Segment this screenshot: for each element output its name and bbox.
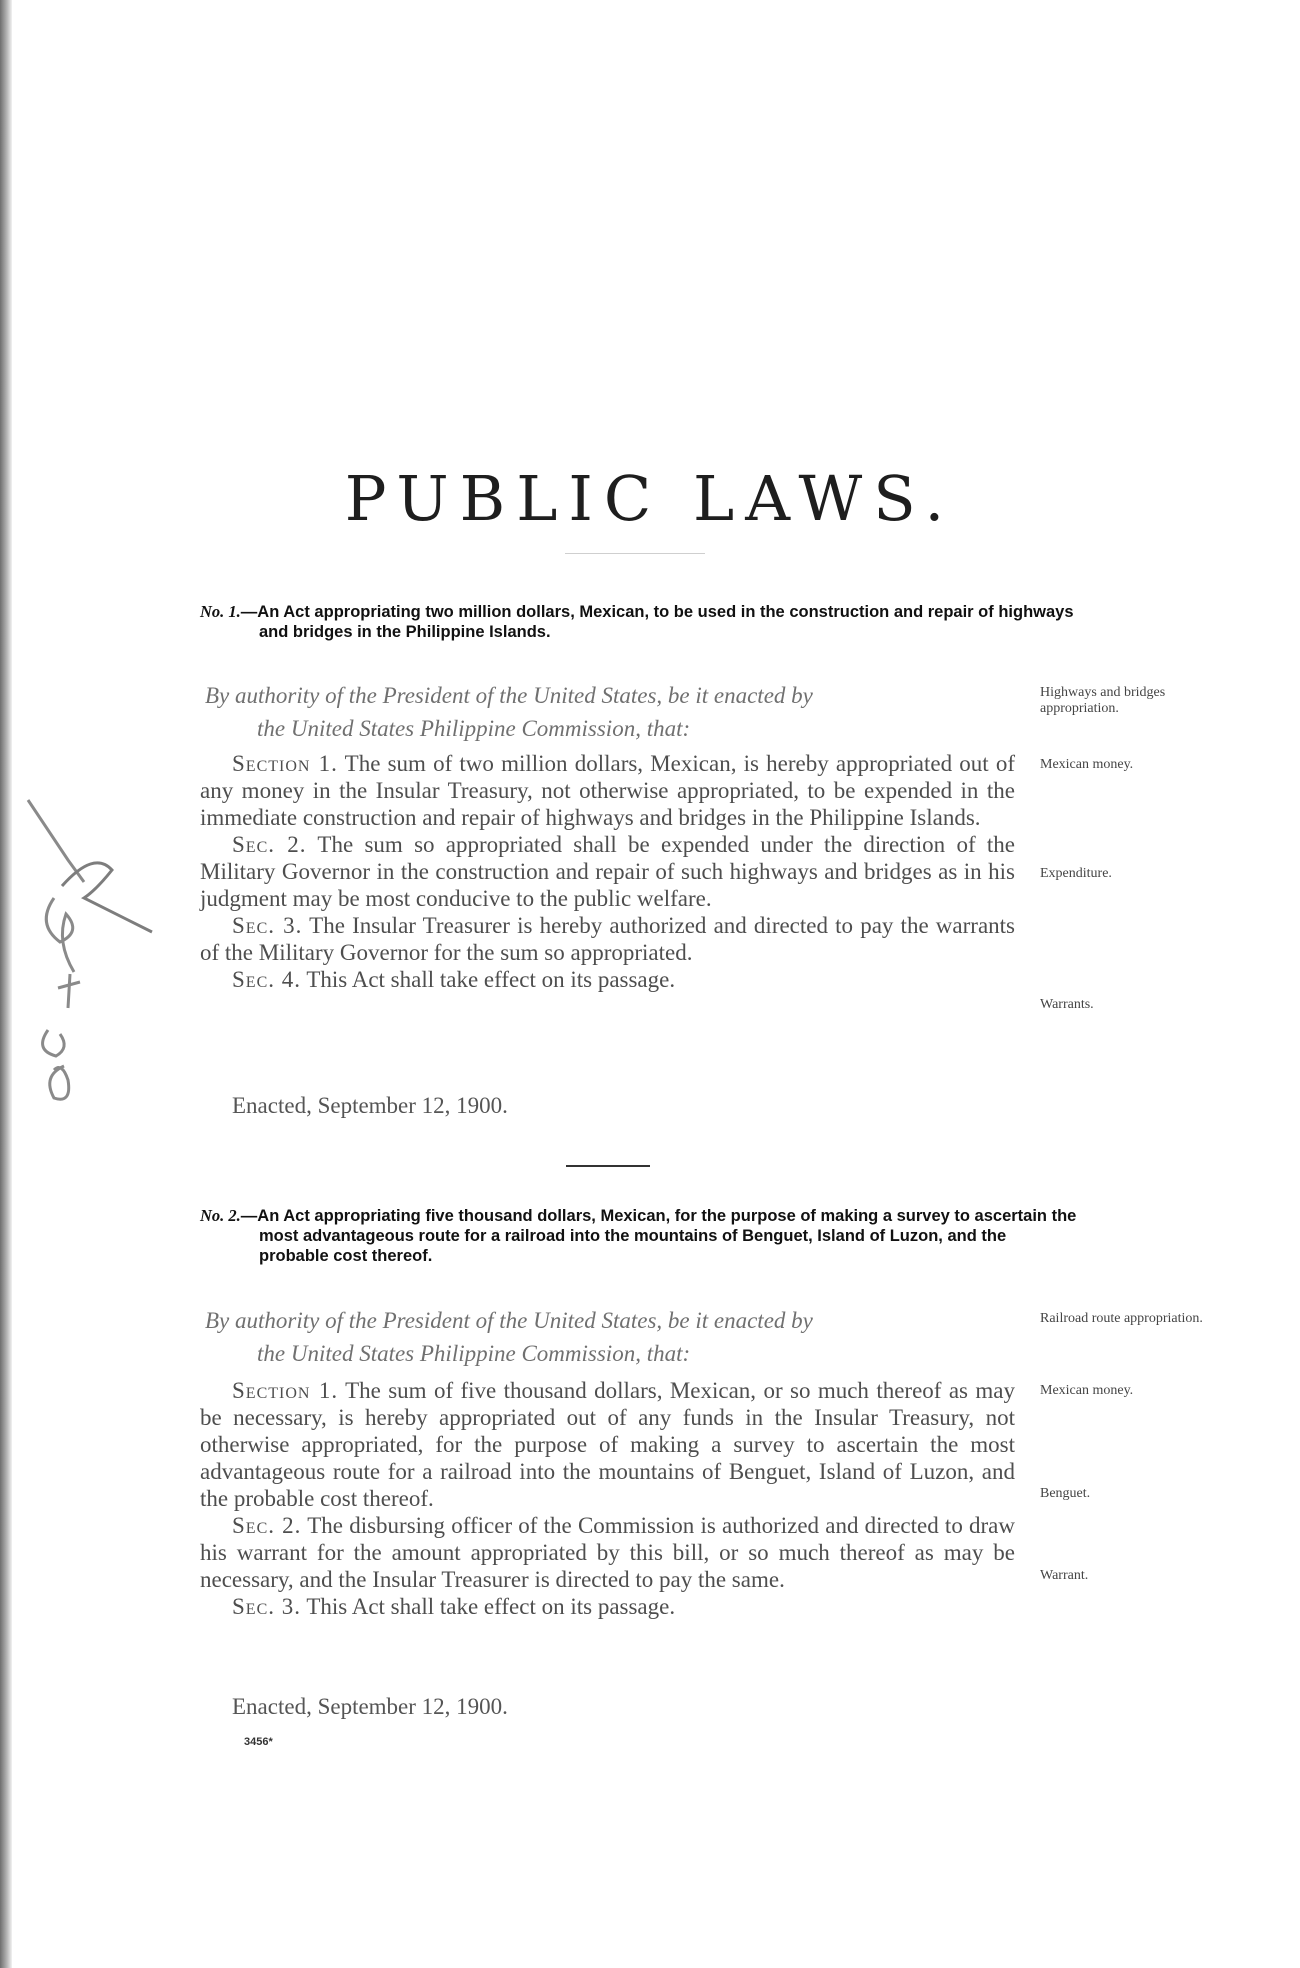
act-1-enacting-clause [205, 679, 1025, 745]
act-1-section-2: Sec. 2. The sum so appropriated shall be expended under the direction of the Military Governor in the construction and repair of such highways and bridges as in his judgment may be most conducive to the public welfare. [200, 832, 1015, 911]
title-divider [565, 553, 705, 554]
act-2-enacted-date: Enacted, September 12, 1900. [232, 1694, 508, 1719]
act-1-enacted-date: Enacted, September 12, 1900. [232, 1093, 508, 1118]
act-1-enacting-line-1: By authority of the President of the United States, be it enacted by [205, 683, 813, 708]
act-1-enacting-line-2: the United States Philippine Commission, that: [257, 716, 691, 741]
act-1-heading [200, 602, 1079, 642]
handwritten-annotation [24, 790, 174, 1130]
act-1-margin-note-1: Highways and bridges appropriation. [1040, 685, 1166, 716]
act-1-margin-note-2: Mexican money. [1040, 757, 1134, 772]
page-spine-shadow [0, 0, 12, 1968]
act-2-margin-note-4: Warrant. [1040, 1568, 1089, 1583]
act-2-enacting-clause [205, 1304, 1025, 1370]
act-1-section-1: Section 1. The sum of two million dollars, Mexican, is hereby appropriated out of any money in the Insular Treasury, not otherwise appropriated, to be expended in the immediate construction and repair of highways and bridges in the Philippine Islands. [200, 751, 1015, 830]
act-1-section-4: Sec. 4. This Act shall take effect on its passage. [232, 967, 676, 992]
printer-mark: 3456* [244, 1736, 273, 1748]
act-1-body [200, 750, 1015, 993]
act-2-enacting-line-1: By authority of the President of the United States, be it enacted by [205, 1308, 813, 1333]
act-2-title: —An Act appropriating five thousand dollars, Mexican, for the purpose of making a survey to ascertain the most advantageous route for a railroad into the mountains of Benguet, Island of Luzon, and the probable cost thereof. [240, 1207, 1077, 1265]
act-1-margin-note-3: Expenditure. [1040, 866, 1112, 881]
page-title: PUBLIC LAWS. [344, 462, 956, 535]
act-2-margin-note-3: Benguet. [1040, 1486, 1091, 1501]
act-2-section-1: Section 1. The sum of five thousand dollars, Mexican, or so much thereof as may be necessary, is hereby appropriated out of any funds in the Insular Treasury, not otherwise appropriated, for the purpose of making a survey to ascertain the most advantageous route for a railroad into the mountains of Benguet, Island of Luzon, and the probable cost thereof. [200, 1378, 1015, 1511]
act-1-section-3: Sec. 3. The Insular Treasurer is hereby authorized and directed to pay the warrants of the Military Governor for the sum so appropriated. [200, 913, 1015, 965]
act-2-margin-note-1: Railroad route appropriation. [1040, 1311, 1203, 1326]
act-2-margin-note-2: Mexican money. [1040, 1383, 1134, 1398]
act-1-margin-note-4: Warrants. [1040, 997, 1094, 1012]
act-1-title: —An Act appropriating two million dollars, Mexican, to be used in the construction and repair of highways and bridges in the Philippine Islands. [240, 603, 1074, 641]
act-1-number: No. 1. [200, 602, 241, 621]
act-2-body [200, 1377, 1015, 1620]
act-2-number: No. 2. [200, 1206, 241, 1225]
act-2-section-3: Sec. 3. This Act shall take effect on its passage. [232, 1594, 676, 1619]
act-separator-rule [566, 1165, 650, 1167]
act-2-enacting-line-2: the United States Philippine Commission, that: [257, 1341, 691, 1366]
act-2-section-2: Sec. 2. The disbursing officer of the Commission is authorized and directed to draw his warrant for the amount appropriated by this bill, or so much thereof as may be necessary, and the Insular Treasurer is directed to pay the same. [200, 1513, 1015, 1592]
act-2-heading [200, 1206, 1079, 1266]
